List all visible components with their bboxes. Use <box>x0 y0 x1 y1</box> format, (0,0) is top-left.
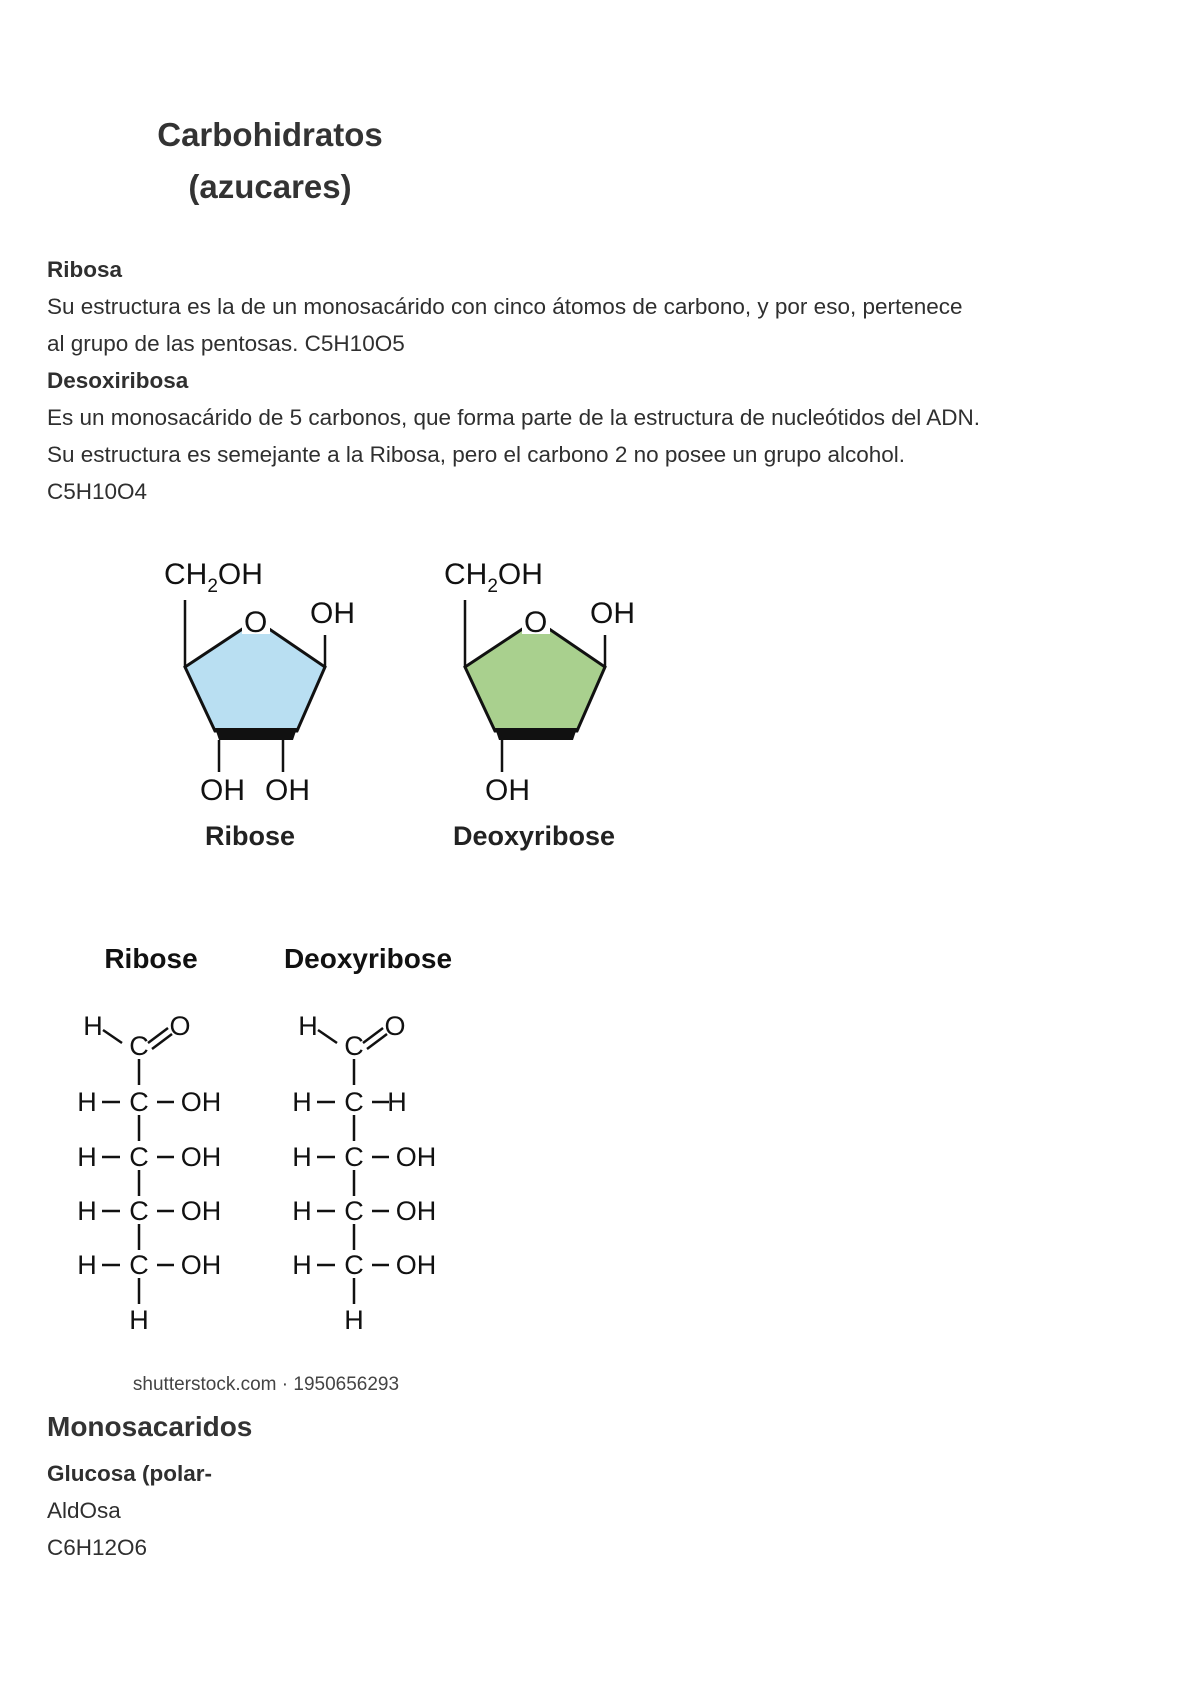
deoxyribose-oh-end: OH <box>497 558 543 591</box>
ribose-bottom-oh-1: OH <box>200 774 245 807</box>
deoxyribose-fischer-h-bond <box>318 1030 337 1043</box>
deoxyribose-fischer-bottom-h: H <box>344 1305 364 1335</box>
ribose-fischer-bottom-h: H <box>129 1305 149 1335</box>
svg-text:CH2OH <box>164 558 263 597</box>
ring-structures-figure <box>60 540 640 890</box>
desoxiribosa-text-line1: Es un monosacárido de 5 carbonos, que forma parte de la estructura de nucleótidos del ADN. <box>47 405 981 430</box>
deoxyribose-fischer-c-2: C <box>344 1142 364 1172</box>
ribose-fischer-left-h-2: H <box>77 1142 97 1172</box>
deoxyribose-fischer-right-group-4: OH <box>395 1250 437 1280</box>
deoxyribose-fischer-left-h-2: H <box>292 1142 312 1172</box>
ribose-fischer-right-group-1: OH <box>180 1087 222 1117</box>
ribose-fischer-right-group-4: OH <box>180 1250 222 1280</box>
ribose-ch-label: CH <box>164 558 208 591</box>
deoxyribose-fischer-left-h-3: H <box>292 1196 312 1226</box>
fischer-deoxyribose <box>292 1011 436 1335</box>
ribose-caption: Ribose <box>204 821 296 851</box>
desoxiribosa-text-line2: Su estructura es semejante a la Ribosa, pero el carbono 2 no posee un grupo alcohol. <box>47 442 906 467</box>
ribose-fischer-aldehyde-c: C <box>129 1031 149 1061</box>
ribosa-section <box>47 251 1140 510</box>
ribose-fischer-c-2: C <box>129 1142 149 1172</box>
ribose-bottom-oh-2: OH <box>265 774 310 807</box>
deoxyribose-fischer-right-group-2: OH <box>395 1142 437 1172</box>
glucosa-line1: AldOsa <box>47 1498 121 1523</box>
ribose-fischer-c-4: C <box>129 1250 149 1280</box>
deoxyribose-bottom-oh: OH <box>485 774 530 807</box>
deoxyribose-ring-structure <box>444 558 635 851</box>
deoxyribose-right-oh: OH <box>590 597 635 630</box>
ribosa-text-line2: al grupo de las pentosas. C5H10O5 <box>47 331 405 356</box>
ribose-fischer-right-group-2: OH <box>180 1142 222 1172</box>
glucosa-heading: Glucosa (polar- <box>47 1461 213 1486</box>
glucosa-section <box>47 1455 212 1566</box>
deoxyribose-fischer-c-3: C <box>344 1196 364 1226</box>
deoxyribose-ring-bold-edge <box>495 728 577 740</box>
deoxyribose-ring-o: O <box>524 606 548 639</box>
deoxyribose-fischer-aldehyde-h: H <box>298 1011 318 1041</box>
deoxyribose-ch-label: CH <box>444 558 488 591</box>
ribose-ring-bold-edge <box>215 728 297 740</box>
ribose-fischer-aldehyde-o: O <box>169 1011 191 1041</box>
deoxyribose-fischer-right-group-3: OH <box>395 1196 437 1226</box>
glucosa-line2: C6H12O6 <box>47 1535 148 1560</box>
shutterstock-watermark: shutterstock.com · 1950656293 <box>132 1374 400 1395</box>
deoxyribose-fischer-right-group-1: H <box>387 1087 407 1117</box>
page-subtitle: (azucares) <box>188 168 352 205</box>
ribose-oh-end: OH <box>217 558 263 591</box>
deoxyribose-caption: Deoxyribose <box>452 821 616 851</box>
fischer-ribose <box>77 1011 221 1335</box>
deoxyribose-fischer-left-h-1: H <box>292 1087 312 1117</box>
deoxyribose-fischer-c-1: C <box>344 1087 364 1117</box>
ribose-fischer-left-h-1: H <box>77 1087 97 1117</box>
ribose-right-oh: OH <box>310 597 355 630</box>
deoxyribose-sub: 2 <box>487 576 498 597</box>
ribosa-heading: Ribosa <box>47 257 123 282</box>
desoxiribosa-heading: Desoxiribosa <box>47 368 189 393</box>
deoxyribose-fischer-left-h-4: H <box>292 1250 312 1280</box>
fischer-projections-figure <box>60 935 480 1395</box>
monosacaridos-heading: Monosacaridos <box>47 1411 253 1442</box>
ribose-fischer-left-h-3: H <box>77 1196 97 1226</box>
ribose-fischer-c-3: C <box>129 1196 149 1226</box>
ribose-fischer-right-group-3: OH <box>180 1196 222 1226</box>
ribose-fischer-h-bond <box>103 1030 122 1043</box>
fischer-ribose-title: Ribose <box>104 943 198 974</box>
ribose-ring-o: O <box>244 606 268 639</box>
deoxyribose-fischer-aldehyde-c: C <box>344 1031 364 1061</box>
deoxyribose-fischer-aldehyde-o: O <box>384 1011 406 1041</box>
ribosa-text-line1: Su estructura es la de un monosacárido con cinco átomos de carbono, y por eso, pertenece <box>47 294 963 319</box>
ribose-sub: 2 <box>207 576 218 597</box>
desoxiribosa-text-line3: C5H10O4 <box>47 479 148 504</box>
ribose-fischer-aldehyde-h: H <box>83 1011 103 1041</box>
ribose-fischer-left-h-4: H <box>77 1250 97 1280</box>
page-title: Carbohidratos <box>157 116 383 153</box>
svg-text:CH2OH <box>444 558 543 597</box>
ribose-fischer-c-1: C <box>129 1087 149 1117</box>
deoxyribose-fischer-c-4: C <box>344 1250 364 1280</box>
ribose-ring-structure <box>164 558 355 851</box>
fischer-deoxyribose-title: Deoxyribose <box>283 943 453 974</box>
